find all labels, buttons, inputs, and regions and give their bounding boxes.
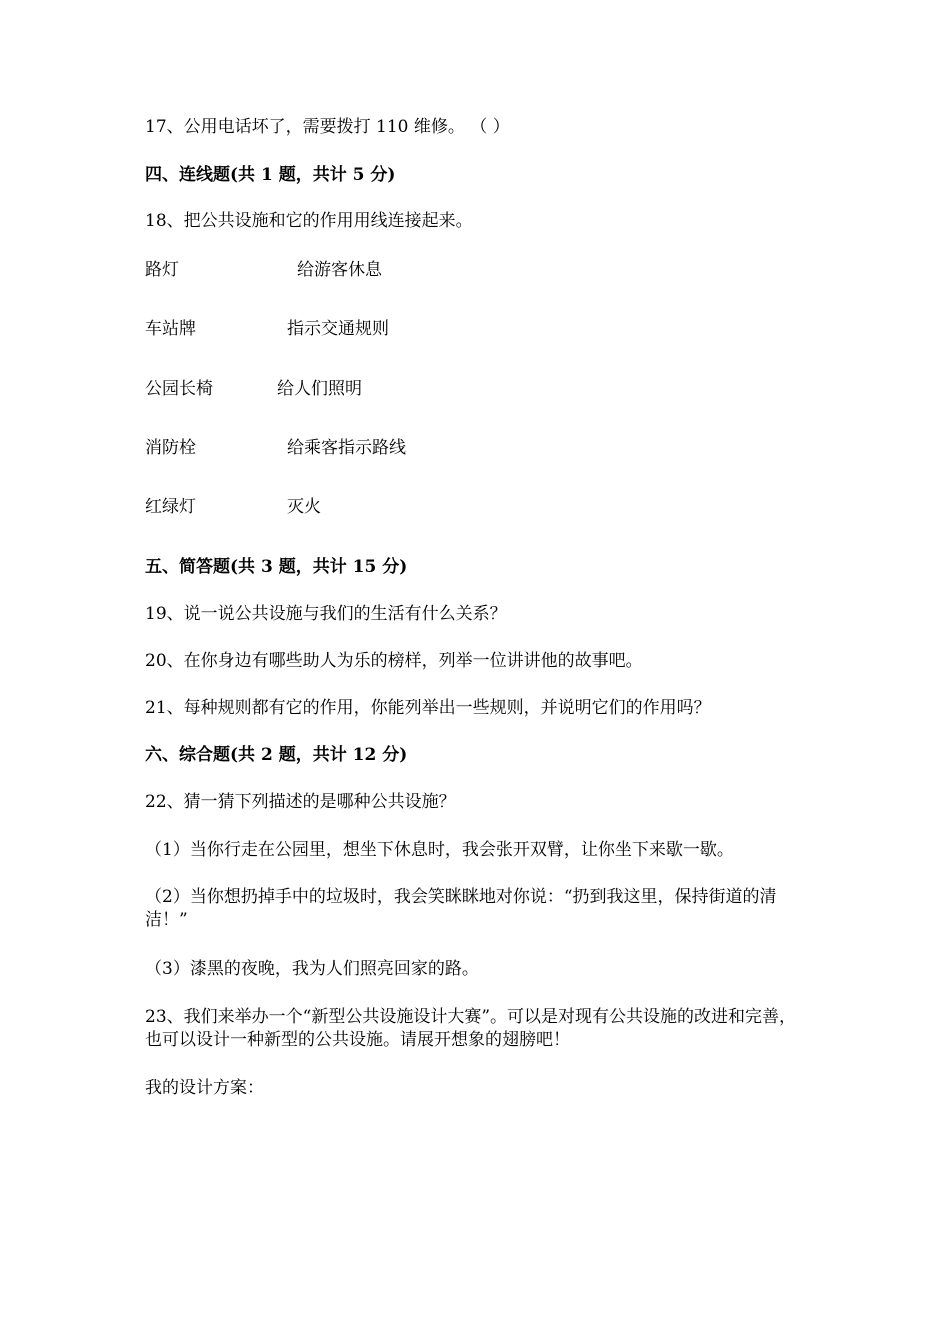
section-4-title: 四、连线题(共 1 题，共计 5 分)	[145, 165, 396, 185]
match-right-item: 给人们照明	[277, 379, 362, 399]
question-21: 21、每种规则都有它的作用，你能列举出一些规则，并说明它们的作用吗？	[145, 698, 711, 718]
section-6-title: 六、综合题(共 2 题，共计 12 分)	[145, 745, 408, 765]
match-right-item: 灭火	[287, 497, 321, 517]
match-right-item: 给乘客指示路线	[287, 438, 406, 458]
question-19: 19、说一说公共设施与我们的生活有什么关系？	[145, 604, 507, 624]
match-left-item: 红绿灯	[145, 497, 196, 517]
question-22-sub-1: （1）当你行走在公园里，想坐下休息时，我会张开双臂，让你坐下来歇一歇。	[145, 840, 734, 860]
question-23: 23、我们来举办一个“新型公共设施设计大赛”。可以是对现有公共设施的改进和完善，也可以设计一种新型的公共设施。请展开想象的翅膀吧！	[145, 1007, 797, 1050]
question-22-sub-3: （3）漆黑的夜晚，我为人们照亮回家的路。	[145, 959, 479, 979]
question-20: 20、在你身边有哪些助人为乐的榜样，列举一位讲讲他的故事吧。	[145, 651, 643, 671]
design-plan-label: 我的设计方案：	[145, 1078, 264, 1098]
match-left-item: 路灯	[145, 260, 179, 280]
match-left-item: 车站牌	[145, 319, 196, 339]
section-5-title: 五、简答题(共 3 题，共计 15 分)	[145, 557, 408, 577]
question-17: 17、公用电话坏了，需要拨打 110 维修。 （ ）	[145, 117, 510, 137]
question-22-prompt: 22、猜一猜下列描述的是哪种公共设施？	[145, 792, 456, 812]
match-left-item: 公园长椅	[145, 379, 213, 399]
question-22-sub-2: （2）当你想扔掉手中的垃圾时，我会笑眯眯地对你说：“扔到我这里，保持街道的清洁！”	[145, 887, 777, 930]
question-18-prompt: 18、把公共设施和它的作用用线连接起来。	[145, 211, 473, 231]
match-right-item: 指示交通规则	[287, 319, 389, 339]
match-left-item: 消防栓	[145, 438, 196, 458]
match-right-item: 给游客休息	[297, 260, 382, 280]
